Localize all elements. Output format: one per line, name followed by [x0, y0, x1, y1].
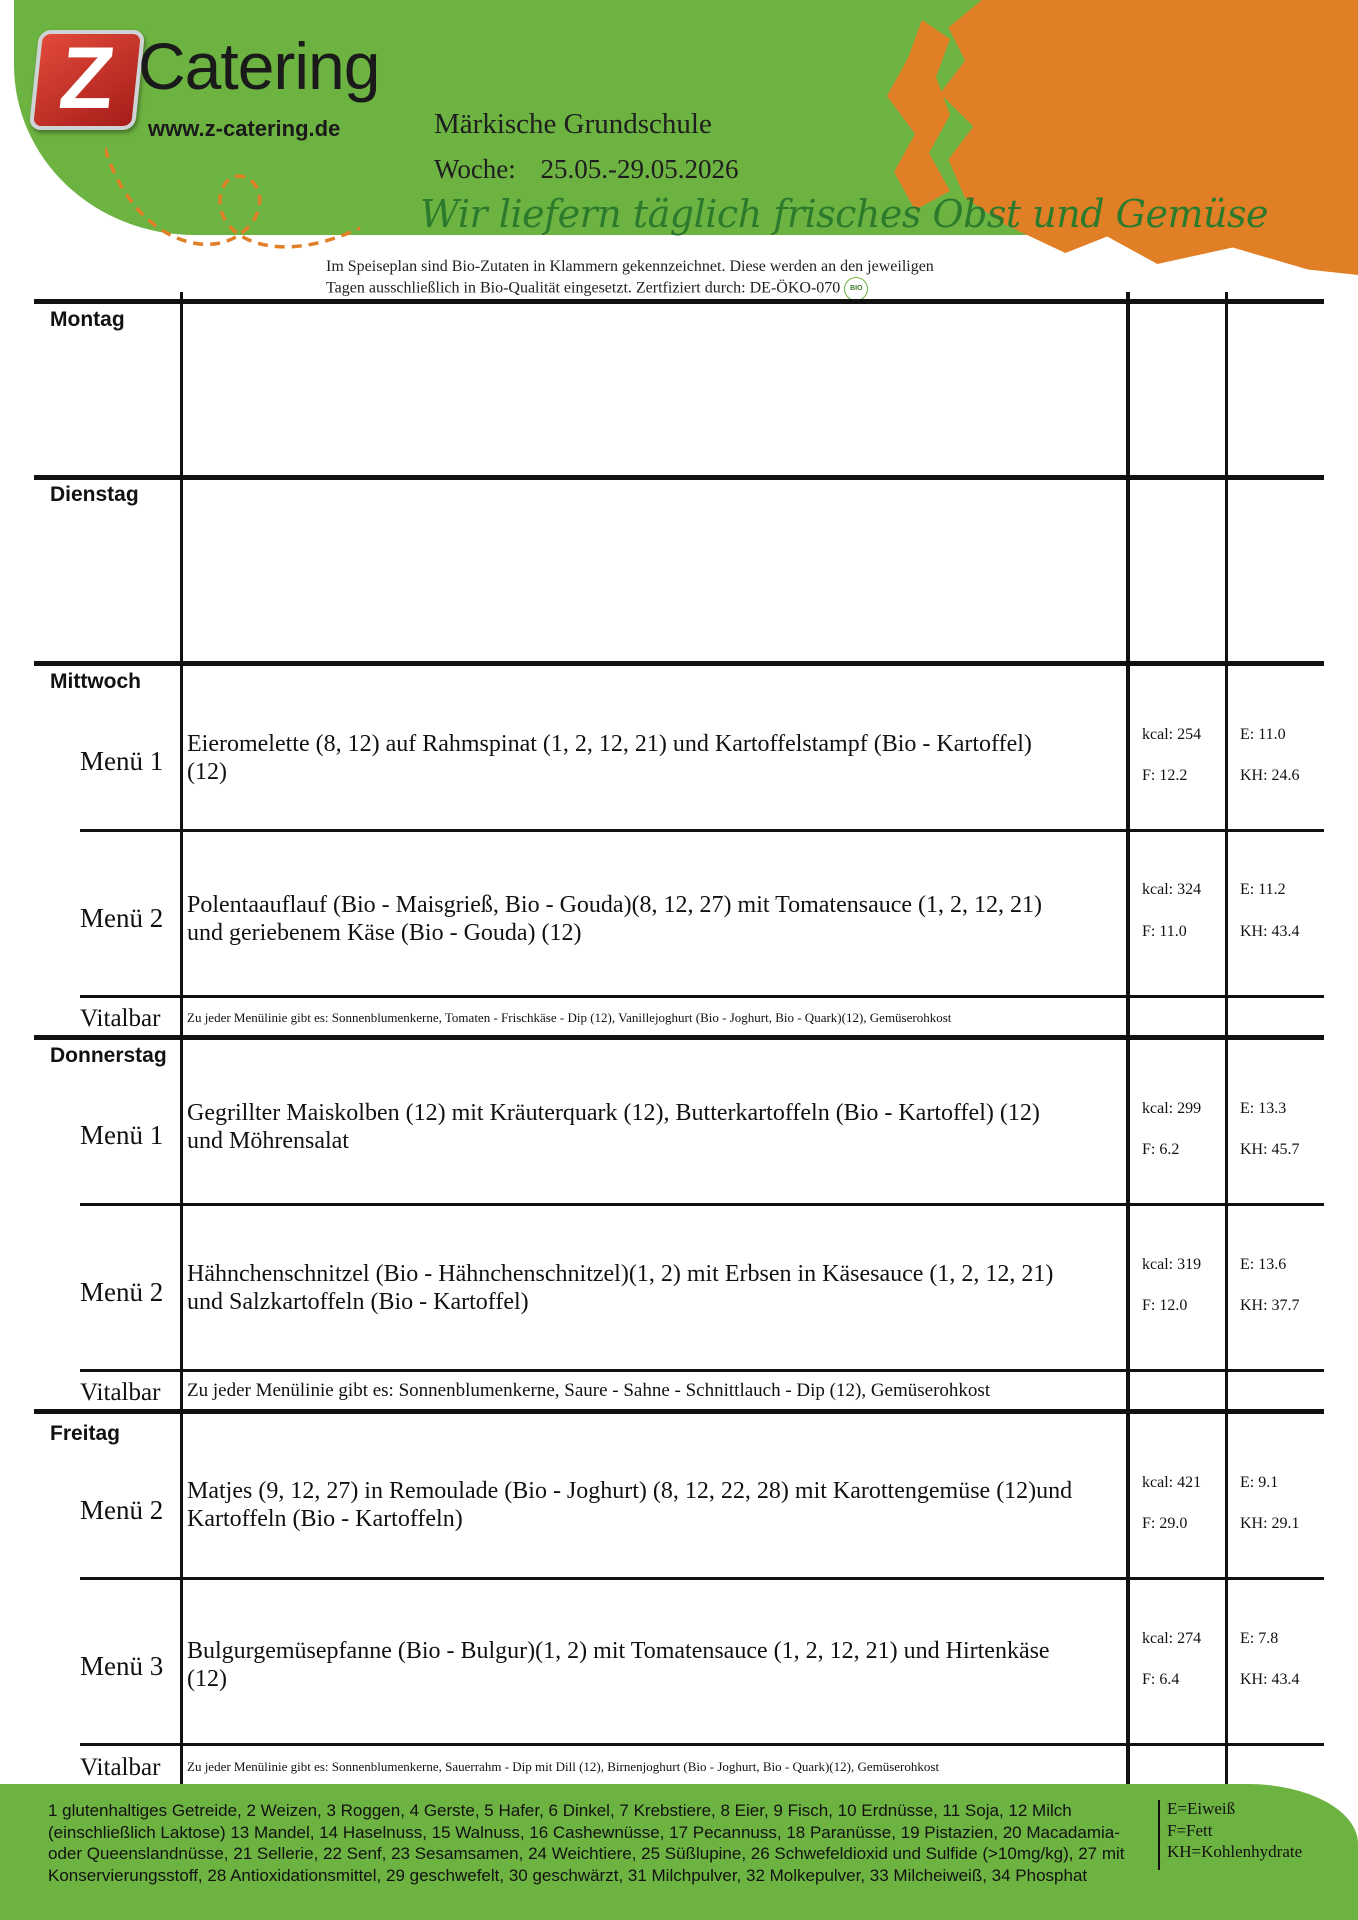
school-name: Märkische Grundschule	[434, 108, 712, 140]
dish-description: Polentaauflauf (Bio - Maisgrieß, Bio - Gouda)(8, 12, 27) mit Tomatensauce (1, 2, 12, 21) und geriebenem Käse (Bio - Gouda) (12)	[187, 892, 1043, 946]
nutrition-fat: F: 12.0	[1142, 1297, 1188, 1314]
vitalbar-label: Vitalbar	[80, 1379, 161, 1406]
bio-seal-icon: BIO	[844, 277, 868, 301]
nutrition-legend	[1167, 1798, 1302, 1863]
menu-label: Menü 2	[80, 903, 164, 933]
menu-label: Menü 2	[80, 1277, 164, 1307]
vitalbar-label: Vitalbar	[80, 1754, 161, 1781]
week-label: Woche:	[434, 154, 516, 184]
nutrition-kcal: kcal: 254	[1142, 726, 1202, 743]
nutrition-fat: F: 6.4	[1142, 1671, 1180, 1688]
vitalbar-label: Vitalbar	[80, 1005, 161, 1032]
nutrition-carbs: KH: 43.4	[1240, 923, 1300, 940]
nutrition-protein: E: 11.2	[1240, 881, 1286, 898]
website-url: www.z-catering.de	[148, 116, 341, 141]
logo-wordmark: Catering	[138, 29, 380, 103]
day-montag: Montag	[50, 308, 125, 331]
vitalbar-text: Zu jeder Menülinie gibt es: Sonnenblumenkerne, Saure - Sahne - Schnittlauch - Dip (12), Gemüserohkost	[187, 1380, 991, 1401]
menu-label: Menü 3	[80, 1651, 164, 1681]
day-mittwoch: Mittwoch	[50, 670, 141, 693]
nutrition-fat: F: 11.0	[1142, 923, 1187, 940]
nutrition-kcal: kcal: 319	[1142, 1256, 1202, 1273]
week-dates: 25.05.-29.05.2026	[540, 154, 739, 184]
nutrition-carbs: KH: 37.7	[1240, 1297, 1300, 1314]
menu-label: Menü 1	[80, 746, 164, 776]
nutrition-protein: E: 11.0	[1240, 726, 1286, 743]
legend-protein: E=Eiweiß	[1167, 1799, 1236, 1818]
dish-description: Hähnchenschnitzel (Bio - Hähnchenschnitzel)(1, 2) mit Erbsen in Käsesauce (1, 2, 12, 21) und Salzkartoffeln (Bio - Kartoffel)	[187, 1261, 1054, 1315]
logo-letter: Z	[55, 28, 120, 127]
menu-label: Menü 1	[80, 1120, 164, 1150]
day-freitag: Freitag	[50, 1422, 121, 1445]
dish-description: Gegrillter Maiskolben (12) mit Kräuterquark (12), Butterkartoffeln (Bio - Kartoffel) (12) und Möhrensalat	[187, 1100, 1040, 1154]
nutrition-fat: F: 29.0	[1142, 1515, 1188, 1532]
nutrition-protein: E: 7.8	[1240, 1630, 1279, 1647]
nutrition-kcal: kcal: 421	[1142, 1474, 1202, 1491]
bio-note-line1: Im Speiseplan sind Bio-Zutaten in Klammern gekennzeichnet. Diese werden an den jeweiligen	[326, 258, 934, 275]
nutrition-carbs: KH: 45.7	[1240, 1141, 1300, 1158]
bio-note-line2: Tagen ausschließlich in Bio-Qualität eingesetzt. Zertfiziert durch: DE-ÖKO-070 BIO	[326, 277, 1026, 301]
slogan: Wir liefern täglich frisches Obst und Gemüse	[420, 192, 1268, 236]
legend-carbs: KH=Kohlenhydrate	[1167, 1842, 1303, 1861]
nutrition-protein: E: 13.6	[1240, 1256, 1287, 1273]
day-donnerstag: Donnerstag	[50, 1044, 167, 1067]
allergen-legend: 1 glutenhaltiges Getreide, 2 Weizen, 3 Roggen, 4 Gerste, 5 Hafer, 6 Dinkel, 7 Krebstiere, 8 Eier, 9 Fisch, 10 Erdnüsse, 11 Soja, 12 Milch (einschließlich Laktose) 13 Mandel, 14 Haselnuss, 15 Walnuss, 16 Cashewnüsse, 17 Pecannuss, 18 Paranüsse, 19 Pistazien, 20 Macadamia- oder Queenslandnüsse, 21 Sellerie, 22 Senf, 23 Sesamsamen, 24 Weichtiere, 25 Süßlupine, 26 Schwefeldioxid und Sulfide (>10mg/kg), 27 mit Konservierungsstoff, 28 Antioxidationsmittel, 29 geschwefelt, 30 geschwärzt, 31 Milchpulver, 32 Molkepulver, 33 Milcheiweiß, 34 Phosphat	[48, 1801, 1125, 1885]
nutrition-kcal: kcal: 274	[1142, 1630, 1202, 1647]
nutrition-carbs: KH: 29.1	[1240, 1515, 1300, 1532]
nutrition-fat: F: 6.2	[1142, 1141, 1180, 1158]
dish-description: Matjes (9, 12, 27) in Remoulade (Bio - Joghurt) (8, 12, 22, 28) mit Karottengemüse (12)und Kartoffeln (Bio - Kartoffeln)	[187, 1478, 1073, 1532]
menu-label: Menü 2	[80, 1495, 164, 1525]
nutrition-protein: E: 9.1	[1240, 1474, 1279, 1491]
vitalbar-text: Zu jeder Menülinie gibt es: Sonnenblumenkerne, Sauerrahm - Dip mit Dill (12), Birnenjoghurt (Bio - Joghurt, Bio - Quark)(12), Gemüserohkost	[187, 1759, 940, 1774]
nutrition-kcal: kcal: 299	[1142, 1100, 1202, 1117]
legend-fat: F=Fett	[1167, 1820, 1213, 1840]
nutrition-fat: F: 12.2	[1142, 767, 1188, 784]
nutrition-protein: E: 13.3	[1240, 1100, 1287, 1117]
legend-divider	[1158, 1800, 1160, 1870]
nutrition-carbs: KH: 43.4	[1240, 1671, 1300, 1688]
nutrition-carbs: KH: 24.6	[1240, 767, 1300, 784]
dish-description: Bulgurgemüsepfanne (Bio - Bulgur)(1, 2) mit Tomatensauce (1, 2, 12, 21) und Hirtenkäse (12)	[187, 1638, 1050, 1692]
day-dienstag: Dienstag	[50, 483, 139, 506]
vitalbar-text: Zu jeder Menülinie gibt es: Sonnenblumenkerne, Tomaten - Frischkäse - Dip (12), Vanillejoghurt (Bio - Joghurt, Bio - Quark)(12), Gemüserohkost	[187, 1010, 952, 1025]
dish-description: Eieromelette (8, 12) auf Rahmspinat (1, 2, 12, 21) und Kartoffelstampf (Bio - Kartoffel) (12)	[187, 731, 1032, 785]
nutrition-kcal: kcal: 324	[1142, 881, 1202, 898]
